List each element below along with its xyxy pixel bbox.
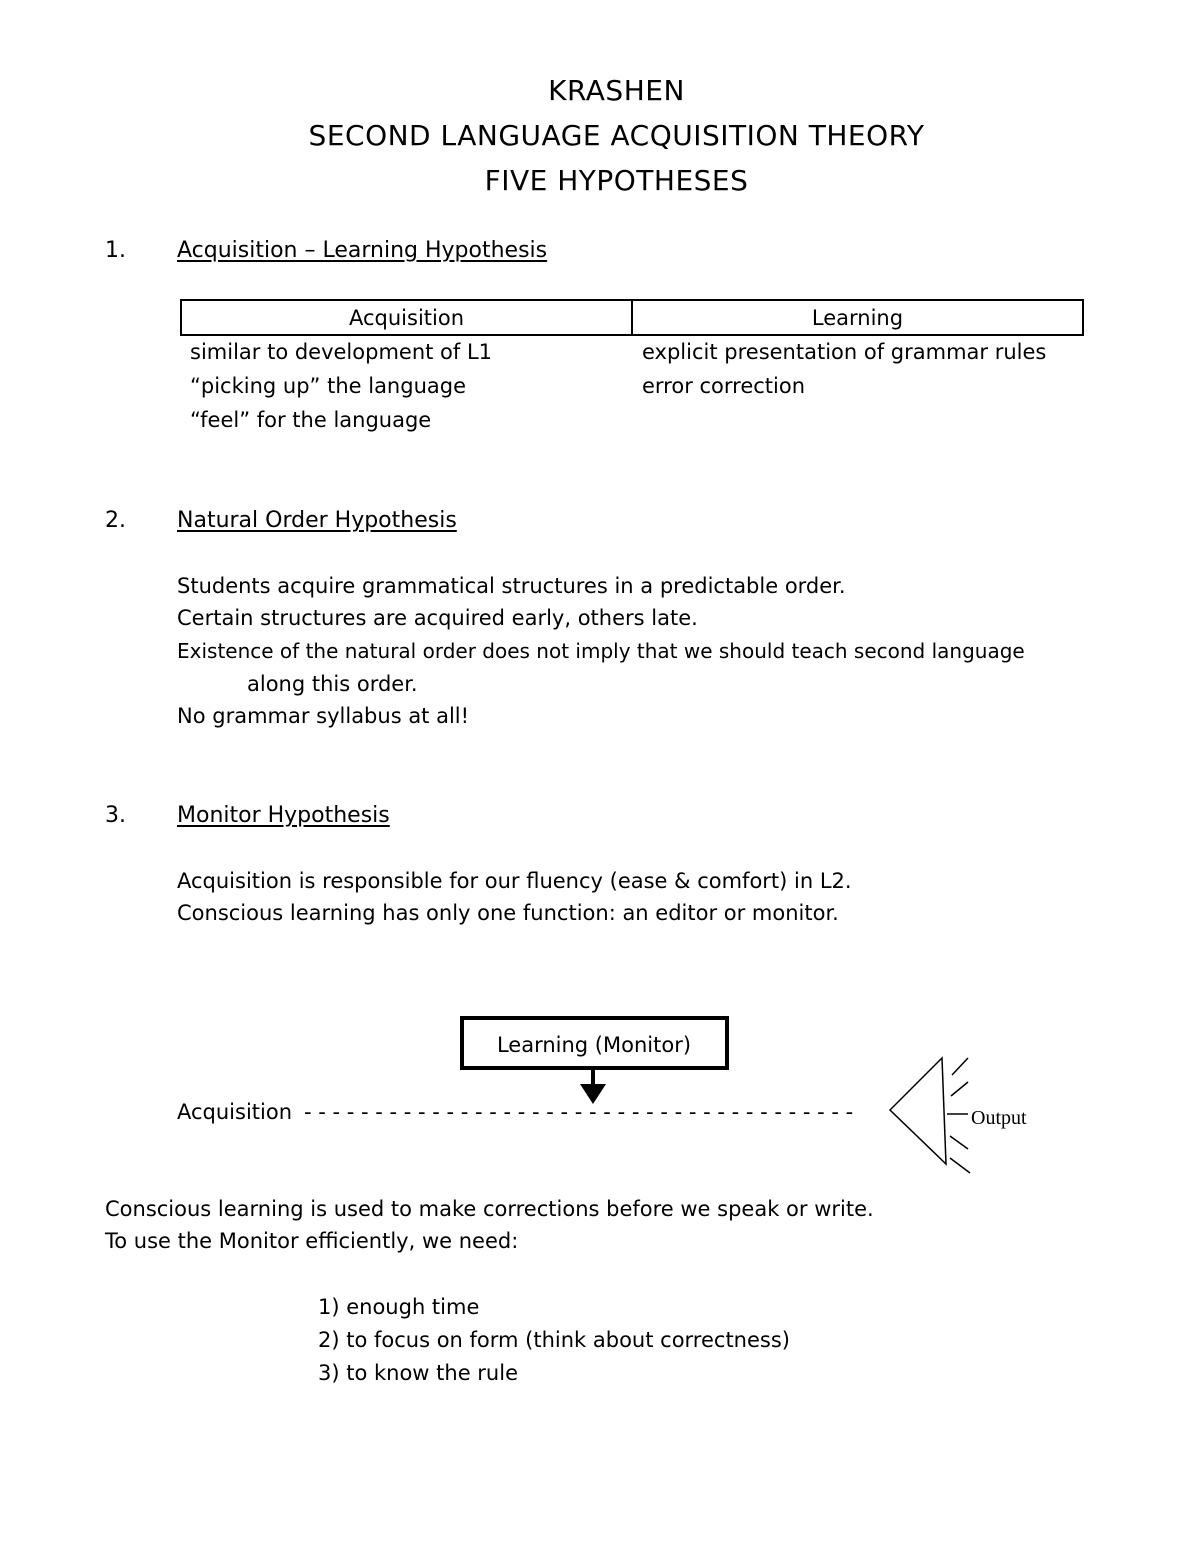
acquisition-item: “feel” for the language bbox=[190, 408, 432, 432]
table-header-learning: Learning bbox=[632, 300, 1083, 335]
section-2-line: along this order. bbox=[247, 672, 418, 696]
monitor-diagram bbox=[0, 1000, 1200, 1190]
table-header-acquisition: Acquisition bbox=[181, 300, 632, 335]
section-3-heading: Monitor Hypothesis bbox=[177, 803, 390, 828]
need-item: 2) to focus on form (think about correctness) bbox=[318, 1328, 790, 1352]
learning-item: explicit presentation of grammar rules bbox=[642, 340, 1047, 364]
hypothesis-table bbox=[180, 299, 1084, 336]
need-item: 3) to know the rule bbox=[318, 1361, 518, 1385]
section-2-line: Existence of the natural order does not imply that we should teach second language bbox=[177, 639, 1025, 663]
section-3-number: 3. bbox=[105, 803, 126, 828]
title-line-3: FIVE HYPOTHESES bbox=[484, 164, 749, 197]
section-2-heading: Natural Order Hypothesis bbox=[177, 508, 457, 533]
monitor-note: To use the Monitor efficiently, we need: bbox=[105, 1229, 519, 1253]
need-item: 1) enough time bbox=[318, 1295, 480, 1319]
section-1-number: 1. bbox=[105, 238, 126, 263]
section-2-line: Students acquire grammatical structures in a predictable order. bbox=[177, 574, 846, 598]
title-line-1: KRASHEN bbox=[548, 74, 685, 107]
megaphone-icon bbox=[890, 1058, 970, 1173]
acquisition-item: “picking up” the language bbox=[190, 374, 467, 398]
section-3-line: Conscious learning has only one function: an editor or monitor. bbox=[177, 901, 839, 925]
acquisition-item: similar to development of L1 bbox=[190, 340, 493, 364]
learning-item: error correction bbox=[642, 374, 806, 398]
section-2-line: No grammar syllabus at all! bbox=[177, 704, 470, 728]
section-2-line: Certain structures are acquired early, others late. bbox=[177, 606, 698, 630]
monitor-box-label: Learning (Monitor) bbox=[496, 1033, 692, 1057]
section-3-line: Acquisition is responsible for our fluency (ease & comfort) in L2. bbox=[177, 869, 852, 893]
monitor-note: Conscious learning is used to make corrections before we speak or write. bbox=[105, 1197, 874, 1221]
section-1-heading: Acquisition – Learning Hypothesis bbox=[177, 238, 548, 263]
section-2-number: 2. bbox=[105, 508, 126, 533]
acquisition-label: Acquisition bbox=[177, 1100, 293, 1124]
output-label: Output bbox=[971, 1107, 1027, 1129]
acquisition-dashes: - - - - - - - - - - - - - - - - - - - - - - - - - - - - - - - - - - - - - - - bbox=[304, 1100, 854, 1124]
title-line-2: SECOND LANGUAGE ACQUISITION THEORY bbox=[308, 119, 925, 152]
